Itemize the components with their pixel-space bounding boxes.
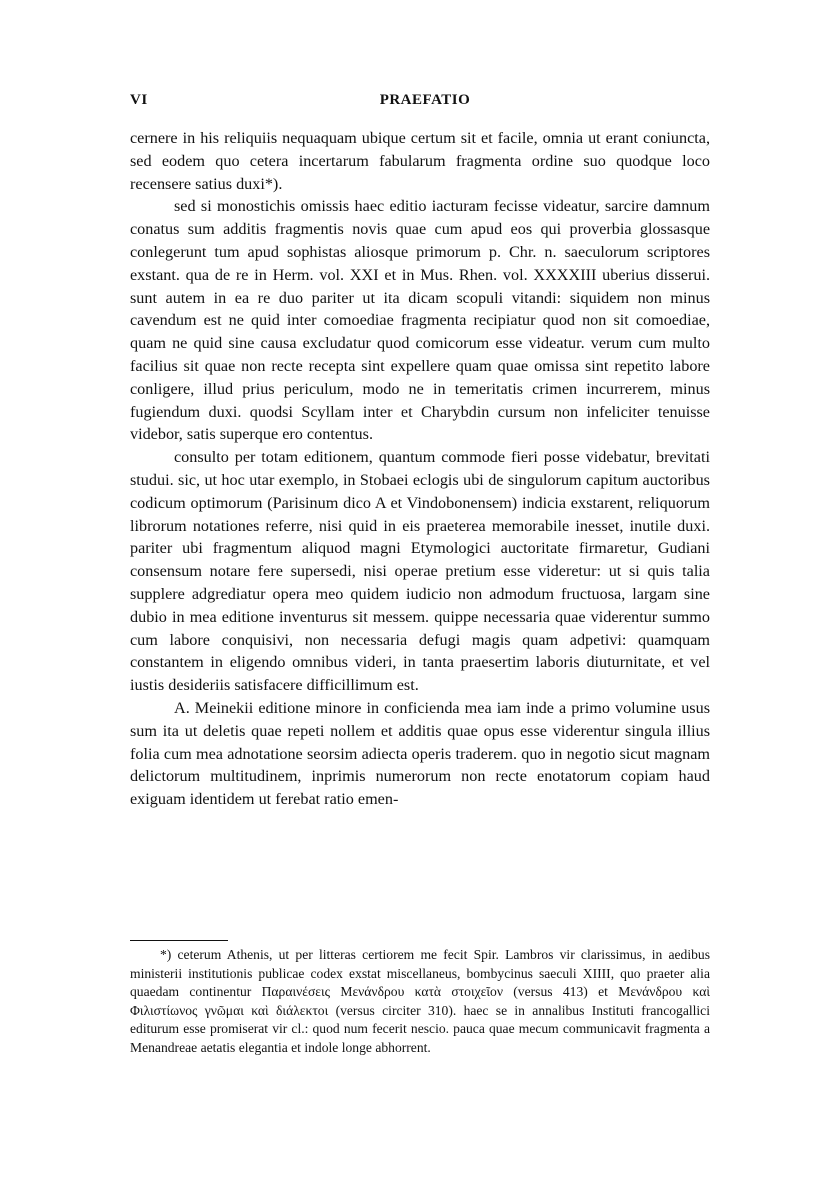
footnote: *) ceterum Athenis, ut per litteras certiorem me fecit Spir. Lambros vir clarissimus, in aedibus ministerii institutionis publicae codex exstat miscellaneus, bombycinus saeculi XIIII, quo praeter alia quaedam continentur Παραινέσεις Μενάνδρου κατὰ στοιχεῖον (versus 413) et Μενάνδρου καὶ Φιλιστίωνος γνῶμαι καὶ διάλεκτοι (versus circiter 310). haec se in annalibus Instituti francogallici editurum esse promiserat vir cl.: quod num fecerit nescio. pauca quae mecum communicavit fragmenta a Menandreae aetatis elegantia et indole longe abhorrent. xyxy=(130,947,710,1055)
paragraph-4: A. Meinekii editione minore in conficienda mea iam inde a primo volumine usus sum ita ut deletis quae repeti nollem et additis quae opus esse viderentur singula illius folia cum mea adnotatione seorsim adiecta operis traderem. quo in negotio sicut magnam delictorum multitudinem, inprimis numerorum non recte enotatorum copiam haud exiguam identidem ut ferebat ratio emen- xyxy=(130,698,710,809)
page-number: VI xyxy=(130,92,148,108)
running-head xyxy=(130,92,710,112)
paragraph-3: consulto per totam editionem, quantum commode fieri posse videbatur, brevitati studui. sic, ut hoc utar exemplo, in Stobaei eclogis ubi de singulorum capitum auctoribus codicum optimorum (Parisinum dico A et Vindobonensem) indicia exstarent, reliquorum librorum notationes referre, nisi quid in eis praeterea memorabile inesset, inutile duxi. pariter ubi fragmentum aliquod magni Etymologici auctoritate firmaretur, Gudiani consensum notare fere supersedi, nisi operae pretium esse videretur: ut si quis talia supplere adgrediatur opera meo quidem iudicio non admodum fructuosa, largam sine dubio in mea editione inventurus sit messem. quippe necessaria quae viderentur summo cum labore conquisivi, non necessaria defugi magis quam adpetivi: quamquam constantem in eligendo omnibus videri, in tanta praesertim laboris diuturnitate, et vel iustis desideriis satisfacere difficillimum est. xyxy=(130,448,710,695)
paragraph-2: sed si monostichis omissis haec editio iacturam fecisse videatur, sarcire damnum conatus sum additis fragmentis novis quae cum apud eos qui proverbia glossasque conlegerunt tum apud sophistas aliosque primorum p. Chr. n. saeculorum scriptores exstant. qua de re in Herm. vol. XXI et in Mus. Rhen. vol. XXXXIII uberius disserui. sunt autem in ea re duo pariter ut ita dicam scopuli vitandi: siquidem non minus cavendum est ne quid inter comoediae fragmenta recipiatur quod non sit comoediae, quam ne quid sine causa excludatur quod comicorum esse videatur. verum cum multo facilius sit quae non recte recepta sint expellere quam quae omissa sint repetito labore conligere, illud prius periculum, modo ne in temeritatis crimen incurrerem, minus fugiendum duxi. quodsi Scyllam inter et Charybdin cursum non infeliciter tenuisse videbor, satis superque ero contentus. xyxy=(130,197,710,444)
main-text xyxy=(130,127,710,811)
footnote-divider xyxy=(130,940,228,941)
running-title: PRAEFATIO xyxy=(379,92,471,108)
paragraph-1: cernere in his reliquiis nequaquam ubique certum sit et facile, omnia ut erant coniuncta, sed eodem quo cetera incertarum fabularum fragmenta ordine suo quodque loco recensere satius duxi*). xyxy=(130,129,710,193)
